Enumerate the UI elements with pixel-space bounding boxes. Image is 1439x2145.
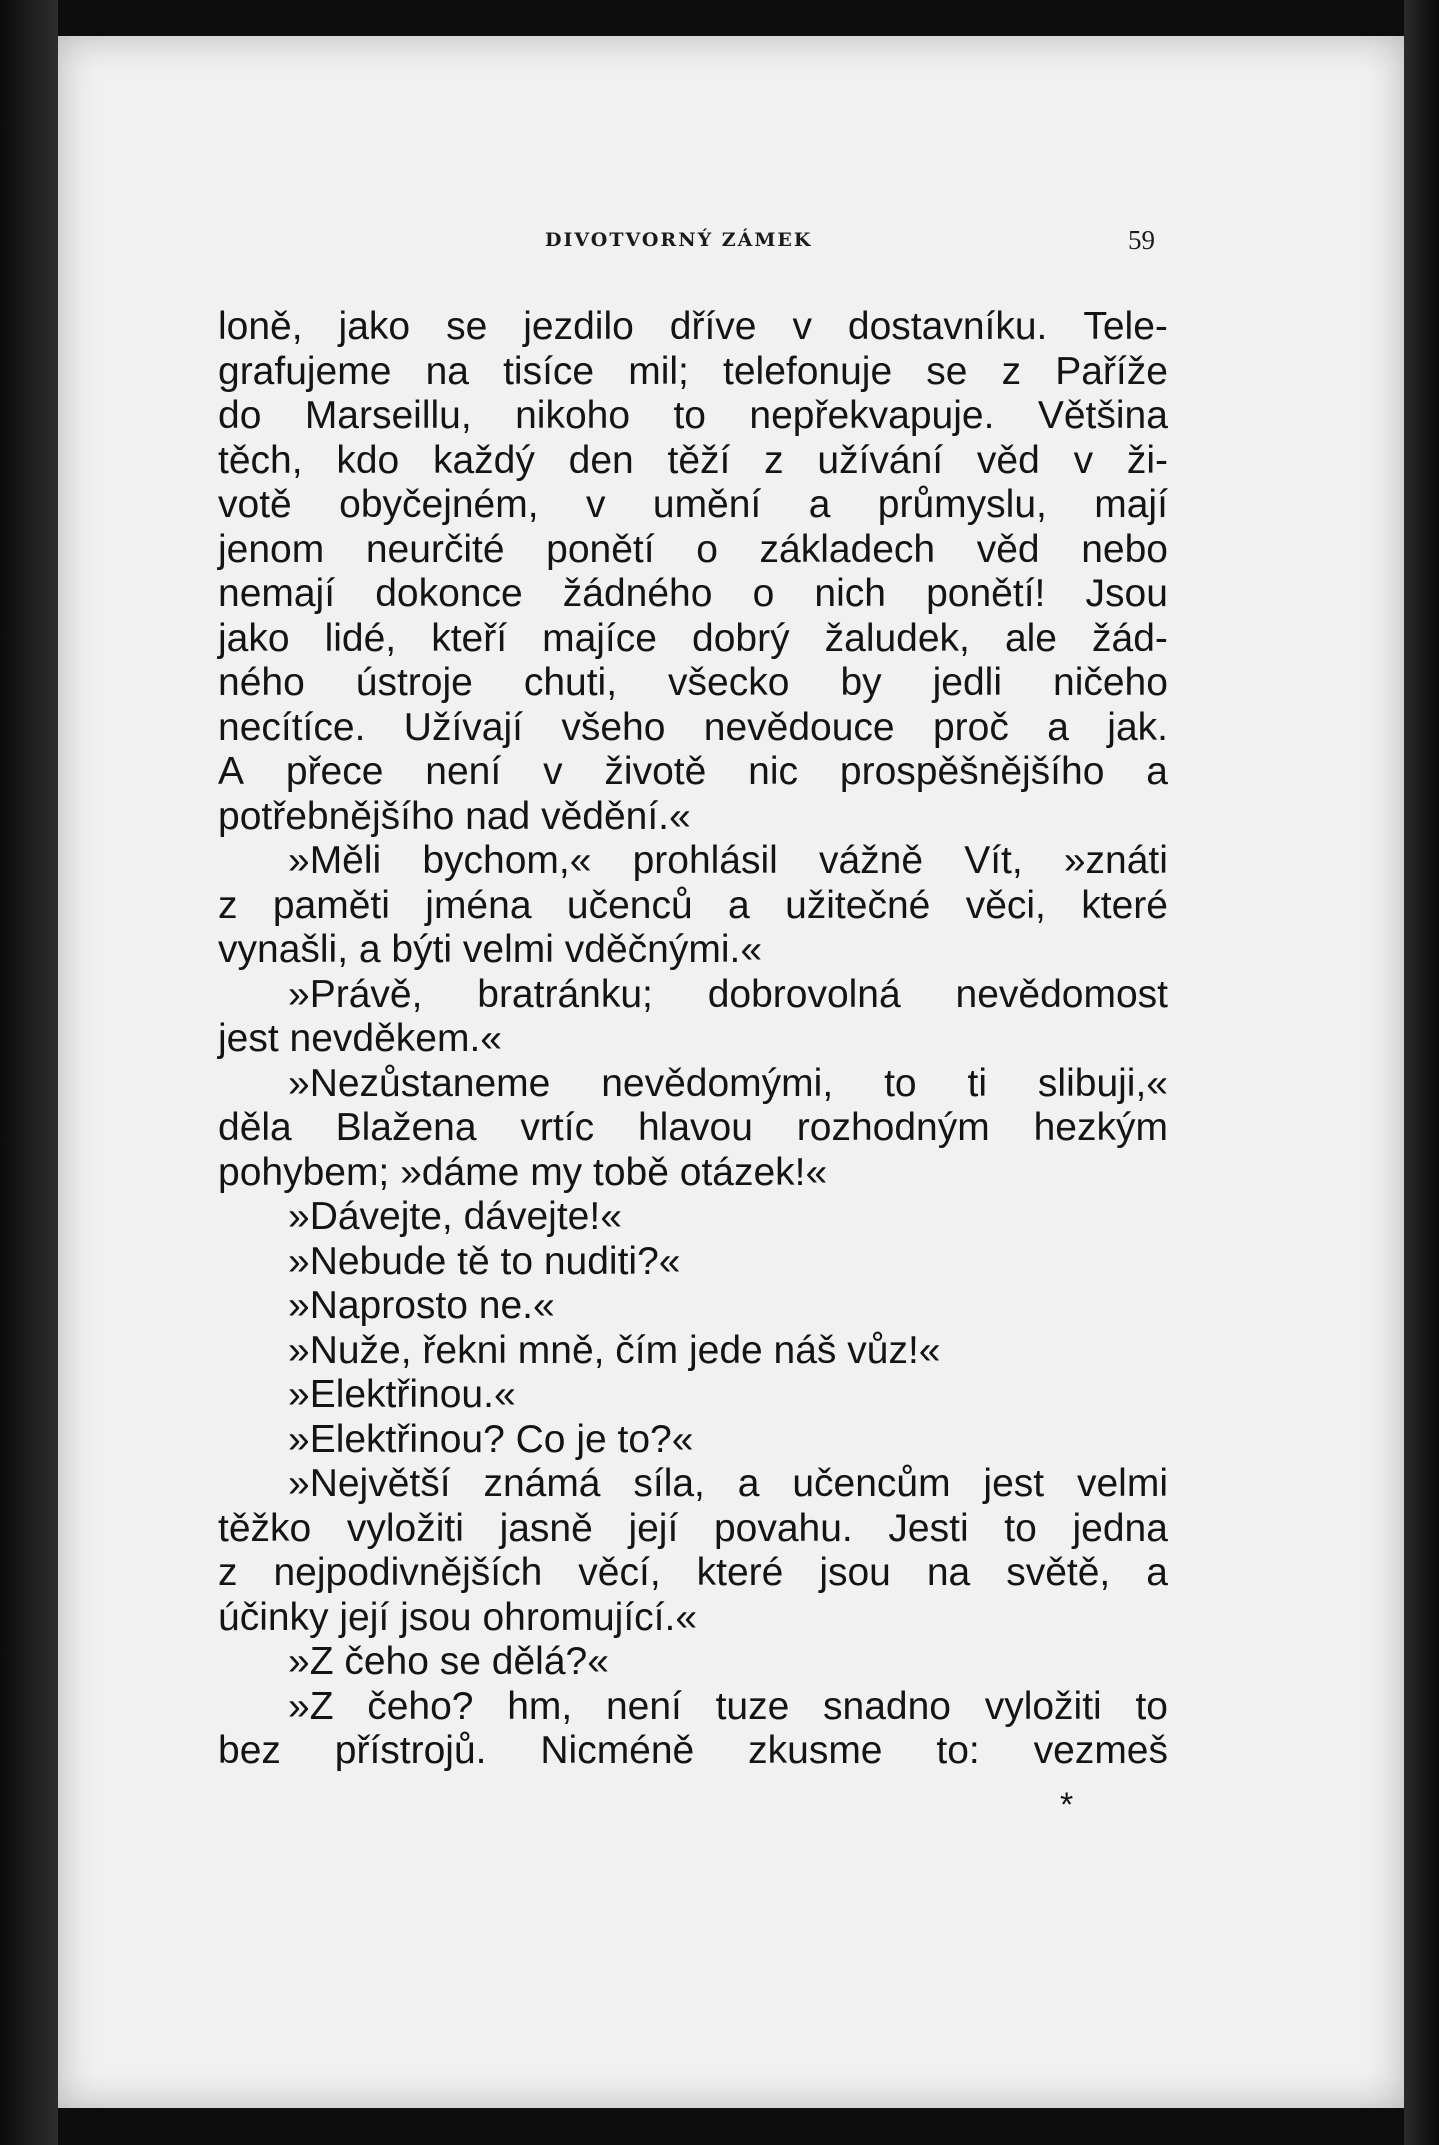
text-line: »Naprosto ne.«: [288, 1284, 555, 1327]
text-line: jest nevděkem.«: [218, 1017, 502, 1060]
text-line: vynašli, a býti velmi vděčnými.«: [218, 928, 763, 971]
text-line: pohybem; »dáme my tobě otázek!«: [218, 1150, 828, 1194]
text-line: děla Blažena vrtíc hlavou rozhodným hezkým: [218, 1106, 1168, 1149]
text-line: účinky její jsou ohromující.«: [218, 1595, 698, 1639]
text-line: »Z čeho? hm, není tuze snadno vyložiti to: [288, 1684, 1168, 1728]
text-line: z paměti jména učenců a užitečné věci, které: [218, 883, 1168, 927]
text-line: »Dávejte, dávejte!«: [288, 1195, 622, 1238]
text-line: těch, kdo každý den těží z užívání věd v ži-: [218, 438, 1168, 482]
text-line: »Právě, bratránku; dobrovolná nevědomost: [288, 972, 1168, 1016]
text-line: »Největší známá síla, a učencům jest velmi: [288, 1462, 1168, 1505]
running-title: DIVOTVORNÝ ZÁMEK: [545, 229, 813, 251]
text-line: votě obyčejném, v umění a průmyslu, mají: [218, 483, 1168, 526]
text-line: těžko vyložiti jasně její povahu. Jesti to jedna: [218, 1506, 1168, 1550]
text-line: z nejpodivnějších věcí, které jsou na světě, a: [218, 1551, 1168, 1594]
text-line: »Elektřinou.«: [288, 1373, 516, 1416]
text-line: bez přístrojů. Nicméně zkusme to: vezmeš: [218, 1729, 1168, 1772]
signature-mark: *: [1060, 1786, 1074, 1824]
text-line: do Marseillu, nikoho to nepřekvapuje. Většina: [218, 394, 1168, 437]
text-line: »Měli bychom,« prohlásil vážně Vít, »znáti: [288, 839, 1168, 882]
text-line: necítíce. Užívají všeho nevědouce proč a jak.: [218, 705, 1168, 749]
text-line: »Elektřinou? Co je to?«: [288, 1417, 694, 1461]
text-line: loně, jako se jezdilo dříve v dostavníku. Tele-: [218, 305, 1168, 348]
text-line: ného ústroje chuti, všecko by jedli ničeho: [218, 661, 1168, 704]
text-line: »Nebude tě to nuditi?«: [288, 1239, 681, 1283]
text-line: »Nezůstaneme nevědomými, to ti slibuji,«: [288, 1061, 1168, 1105]
body-text: [218, 305, 1168, 1774]
text-line: nemají dokonce žádného o nich ponětí! Jsou: [218, 572, 1168, 615]
text-line: »Z čeho se dělá?«: [288, 1640, 609, 1683]
text-line: »Nuže, řekni mně, čím jede náš vůz!«: [288, 1328, 941, 1372]
page-number: 59: [1128, 225, 1155, 255]
text-line: jenom neurčité ponětí o základech věd nebo: [218, 527, 1168, 571]
text-line: A přece není v životě nic prospěšnějšího a: [218, 750, 1168, 793]
page-edge: [1404, 0, 1439, 2145]
text-line: potřebnějšího nad vědění.«: [218, 794, 691, 838]
text-line: grafujeme na tisíce mil; telefonuje se z Paříže: [218, 349, 1168, 393]
text-line: jako lidé, kteří majíce dobrý žaludek, ale žád-: [218, 616, 1168, 660]
book-gutter: [0, 0, 58, 2145]
